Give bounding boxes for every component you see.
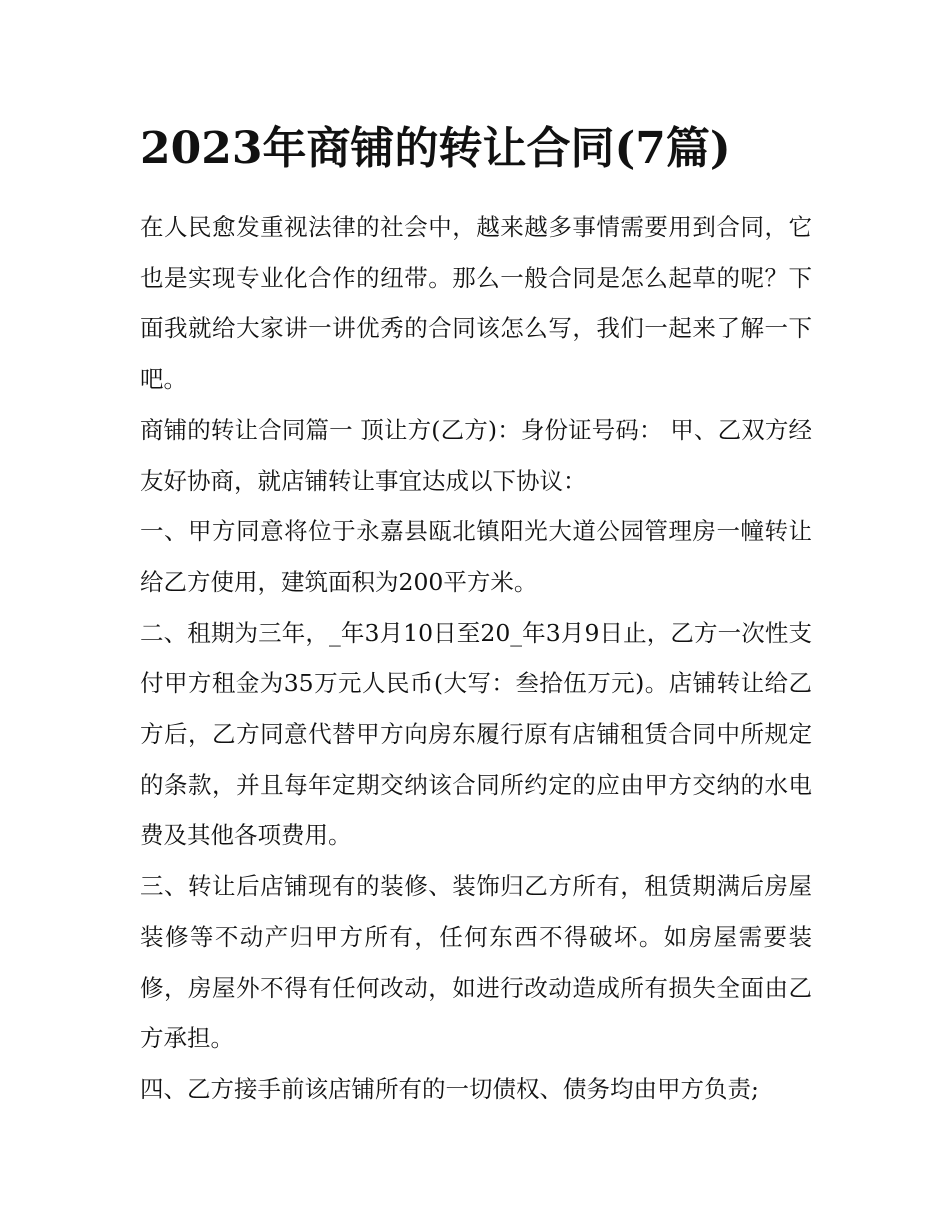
paragraph-clause-2: 二、租期为三年，_年3月10日至20_年3月9日止，乙方一次性支付甲方租金为35万元人民币(大写：叁拾伍万元)。店铺转让给乙方后，乙方同意代替甲方向房东履行原有店铺租赁合同中所规定的条款，并且每年定期交纳该合同所约定的应由甲方交纳的水电费及其他各项费用。: [140, 618, 812, 850]
paragraph-clause-1: 一、甲方同意将位于永嘉县瓯北镇阳光大道公园管理房一幢转让给乙方使用，建筑面积为200平方米。: [140, 517, 812, 596]
paragraph-clause-3: 三、转让后店铺现有的装修、装饰归乙方所有，租赁期满后房屋装修等不动产归甲方所有，任何东西不得破坏。如房屋需要装修，房屋外不得有任何改动，如进行改动造成所有损失全面由乙方承担。: [140, 872, 812, 1053]
paragraph-intro: 在人民愈发重视法律的社会中，越来越多事情需要用到合同，它也是实现专业化合作的纽带。那么一般合同是怎么起草的呢？下面我就给大家讲一讲优秀的合同该怎么写，我们一起来了解一下吧。: [140, 213, 812, 394]
paragraph-contract-parties: 商铺的转让合同篇一 顶让方(乙方)：身份证号码： 甲、乙双方经友好协商，就店铺转让事宜达成以下协议：: [140, 415, 812, 495]
document-title: 2023年商铺的转让合同(7篇): [140, 123, 731, 174]
paragraph-clause-4: 四、乙方接手前该店铺所有的一切债权、债务均由甲方负责;: [140, 1074, 759, 1103]
document-body: [140, 118, 812, 1115]
